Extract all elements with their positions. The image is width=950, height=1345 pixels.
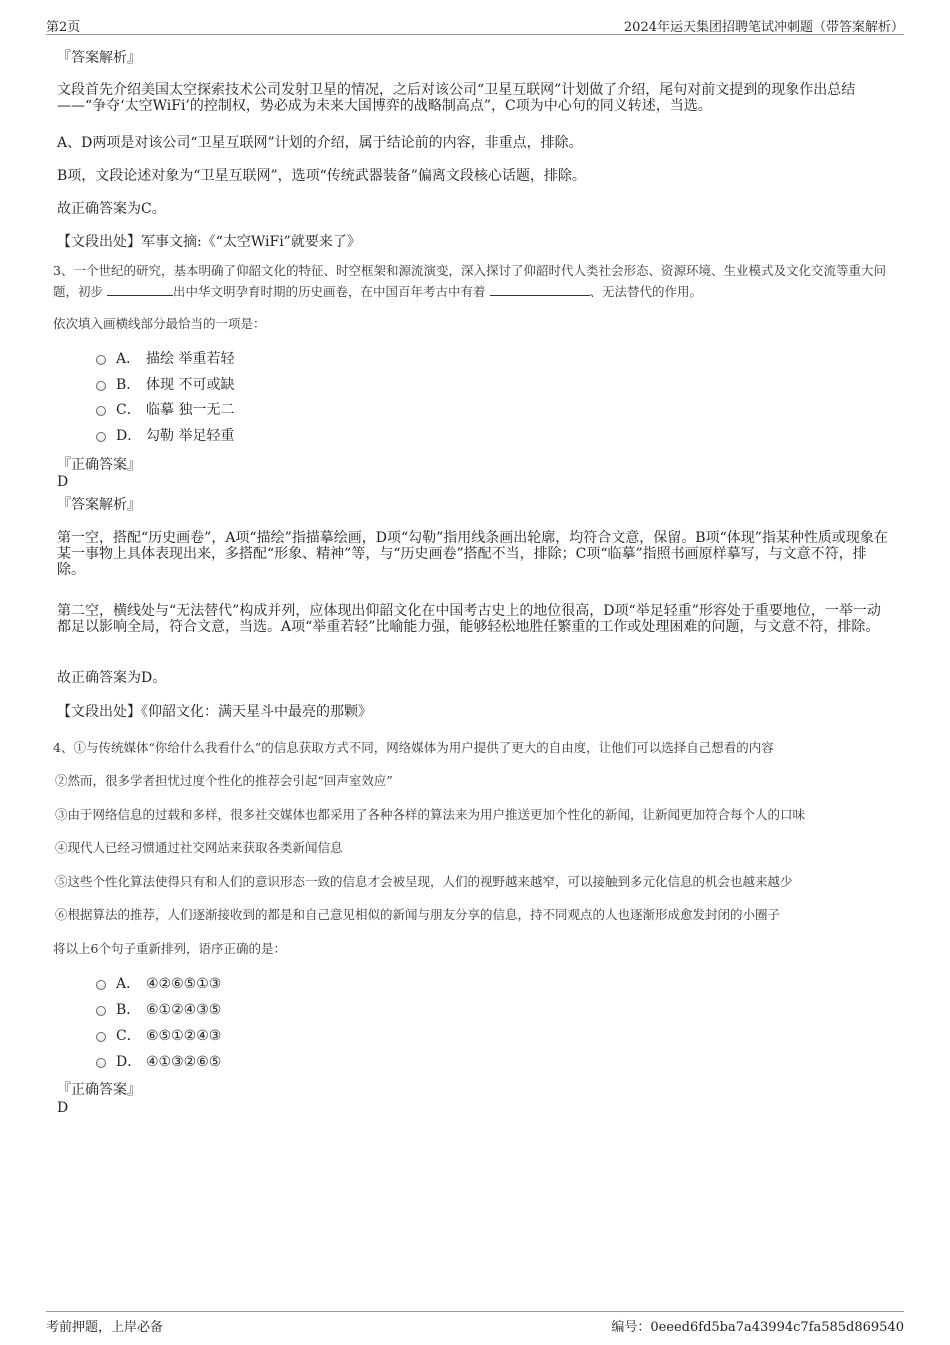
q4-option-b[interactable]: B． ⑥①②④③⑤ — [96, 1002, 221, 1018]
q2-analysis-p3: B项，文段论述对象为“卫星互联网”，选项“传统武器装备”偏离文段核心话题，排除。 — [57, 168, 586, 184]
radio-icon[interactable] — [96, 381, 106, 391]
q3-stem — [53, 260, 903, 302]
q3-stem-part-c: 、无法替代的作用。 — [589, 284, 703, 299]
radio-icon[interactable] — [96, 406, 106, 416]
radio-icon[interactable] — [96, 980, 106, 990]
q3-blank-1 — [107, 283, 173, 296]
radio-icon[interactable] — [96, 1058, 106, 1068]
q4-sentence-5: ⑤这些个性化算法使得只有和人们的意识形态一致的信息才会被呈现，人们的视野越来越窄，可以接触到多元化信息的机会也越来越少 — [55, 874, 793, 889]
q4-option-c[interactable]: C． ⑥⑤①②④③ — [96, 1028, 221, 1044]
q4-instruction: 将以上6个句子重新排列，语序正确的是： — [53, 941, 286, 956]
q3-option-c[interactable]: C． 临摹 独一无二 — [96, 402, 234, 418]
q2-analysis-p1: 文段首先介绍美国太空探索技术公司发射卫星的情况，之后对该公司“卫星互联网”计划做了介绍，尾句对前文提到的现象作出总结——“争夺‘太空WiFi’的控制权，势必成为未来大国博弈的战略制高点”，C项为中心句的同义转述，当选。 — [57, 82, 856, 114]
q3-stem-part-b: 出中华文明孕育时期的历史画卷，在中国百年考古中有着 — [173, 284, 486, 299]
q4-sentence-3: ③由于网络信息的过载和多样，很多社交媒体也都采用了各种各样的算法来为用户推送更加个性化的新闻，让新闻更加符合每个人的口味 — [55, 807, 806, 822]
q2-analysis-p2: A、D两项是对该公司“卫星互联网”计划的介绍，属于结论前的内容，非重点，排除。 — [57, 135, 583, 151]
q3-option-d[interactable]: D． 勾勒 举足轻重 — [96, 428, 234, 444]
q4-sentence-2: ②然而，很多学者担忧过度个性化的推荐会引起“回声室效应” — [55, 773, 393, 788]
q2-analysis-label: 『答案解析』 — [57, 50, 141, 66]
q3-instruction: 依次填入画横线部分最恰当的一项是： — [53, 316, 266, 331]
q3-analysis-p2: 第二空，横线处与“无法替代”构成并列，应体现出仰韶文化在中国考古史上的地位很高，D项“举足轻重”形容处于重要地位，一举一动都足以影响全局，符合文意，当选。A项“举重若轻”比喻能力强，能够轻松地胜任繁重的工作或处理困难的问题，与文意不符，排除。 — [57, 603, 881, 635]
page-header — [46, 14, 904, 35]
q2-source: 【文段出处】军事文摘:《“太空WiFi”就要来了》 — [57, 234, 361, 250]
radio-icon[interactable] — [96, 432, 106, 442]
page-number: 第2页 — [46, 20, 81, 35]
q3-option-a[interactable]: A． 描绘 举重若轻 — [96, 351, 234, 367]
radio-icon[interactable] — [96, 1032, 106, 1042]
q4-answer: D — [57, 1100, 69, 1116]
q4-option-a[interactable]: A． ④②⑥⑤①③ — [96, 976, 221, 992]
page-footer — [46, 1311, 904, 1336]
q3-source: 【文段出处】《仰韶文化：满天星斗中最亮的那颗》 — [57, 704, 372, 720]
q3-analysis-label: 『答案解析』 — [57, 497, 141, 513]
footer-slogan: 考前押题，上岸必备 — [46, 1320, 164, 1335]
footer-code: 编号：0eeed6fd5ba7a43994c7fa585d869540 — [611, 1320, 904, 1335]
q4-option-d[interactable]: D． ④①③②⑥⑤ — [96, 1054, 221, 1070]
document-title: 2024年运天集团招聘笔试冲刺题（带答案解析） — [623, 20, 904, 35]
q2-analysis-p4: 故正确答案为C。 — [57, 201, 166, 217]
q4-answer-label: 『正确答案』 — [57, 1082, 141, 1098]
q3-answer-label: 『正确答案』 — [57, 457, 141, 473]
q4-sentence-1: 4、①与传统媒体“你给什么我看什么”的信息获取方式不同，网络媒体为用户提供了更大的自由度，让他们可以选择自己想看的内容 — [53, 740, 774, 755]
q3-option-b[interactable]: B． 体现 不可或缺 — [96, 377, 234, 393]
q3-blank-2 — [490, 283, 590, 296]
q3-analysis-p1: 第一空，搭配“历史画卷”，A项“描绘”指描摹绘画，D项“勾勒”指用线条画出轮廓，均符合文意，保留。B项“体现”指某种性质或现象在某一事物上具体表现出来，多搭配“形象、精神”等，与“历史画卷”搭配不当，排除；C项“临摹”指照书画原样摹写，与文意不符，排除。 — [57, 530, 888, 578]
radio-icon[interactable] — [96, 1006, 106, 1016]
q3-analysis-p3: 故正确答案为D。 — [57, 670, 167, 686]
q4-sentence-6: ⑥根据算法的推荐，人们逐渐接收到的都是和自己意见相似的新闻与朋友分享的信息，持不同观点的人也逐渐形成愈发封闭的小圈子 — [55, 907, 781, 922]
q3-stem-part-a: 3、一个世纪的研究，基本明确了仰韶文化的特征、时空框架和源流演变，深入探讨了仰韶时代人类社会形态、资源环境、生业模式及文化交流等重大问题，初步 — [53, 263, 886, 299]
radio-icon[interactable] — [96, 355, 106, 365]
q3-answer: D — [57, 474, 69, 490]
q4-sentence-4: ④现代人已经习惯通过社交网站来获取各类新闻信息 — [55, 840, 343, 855]
